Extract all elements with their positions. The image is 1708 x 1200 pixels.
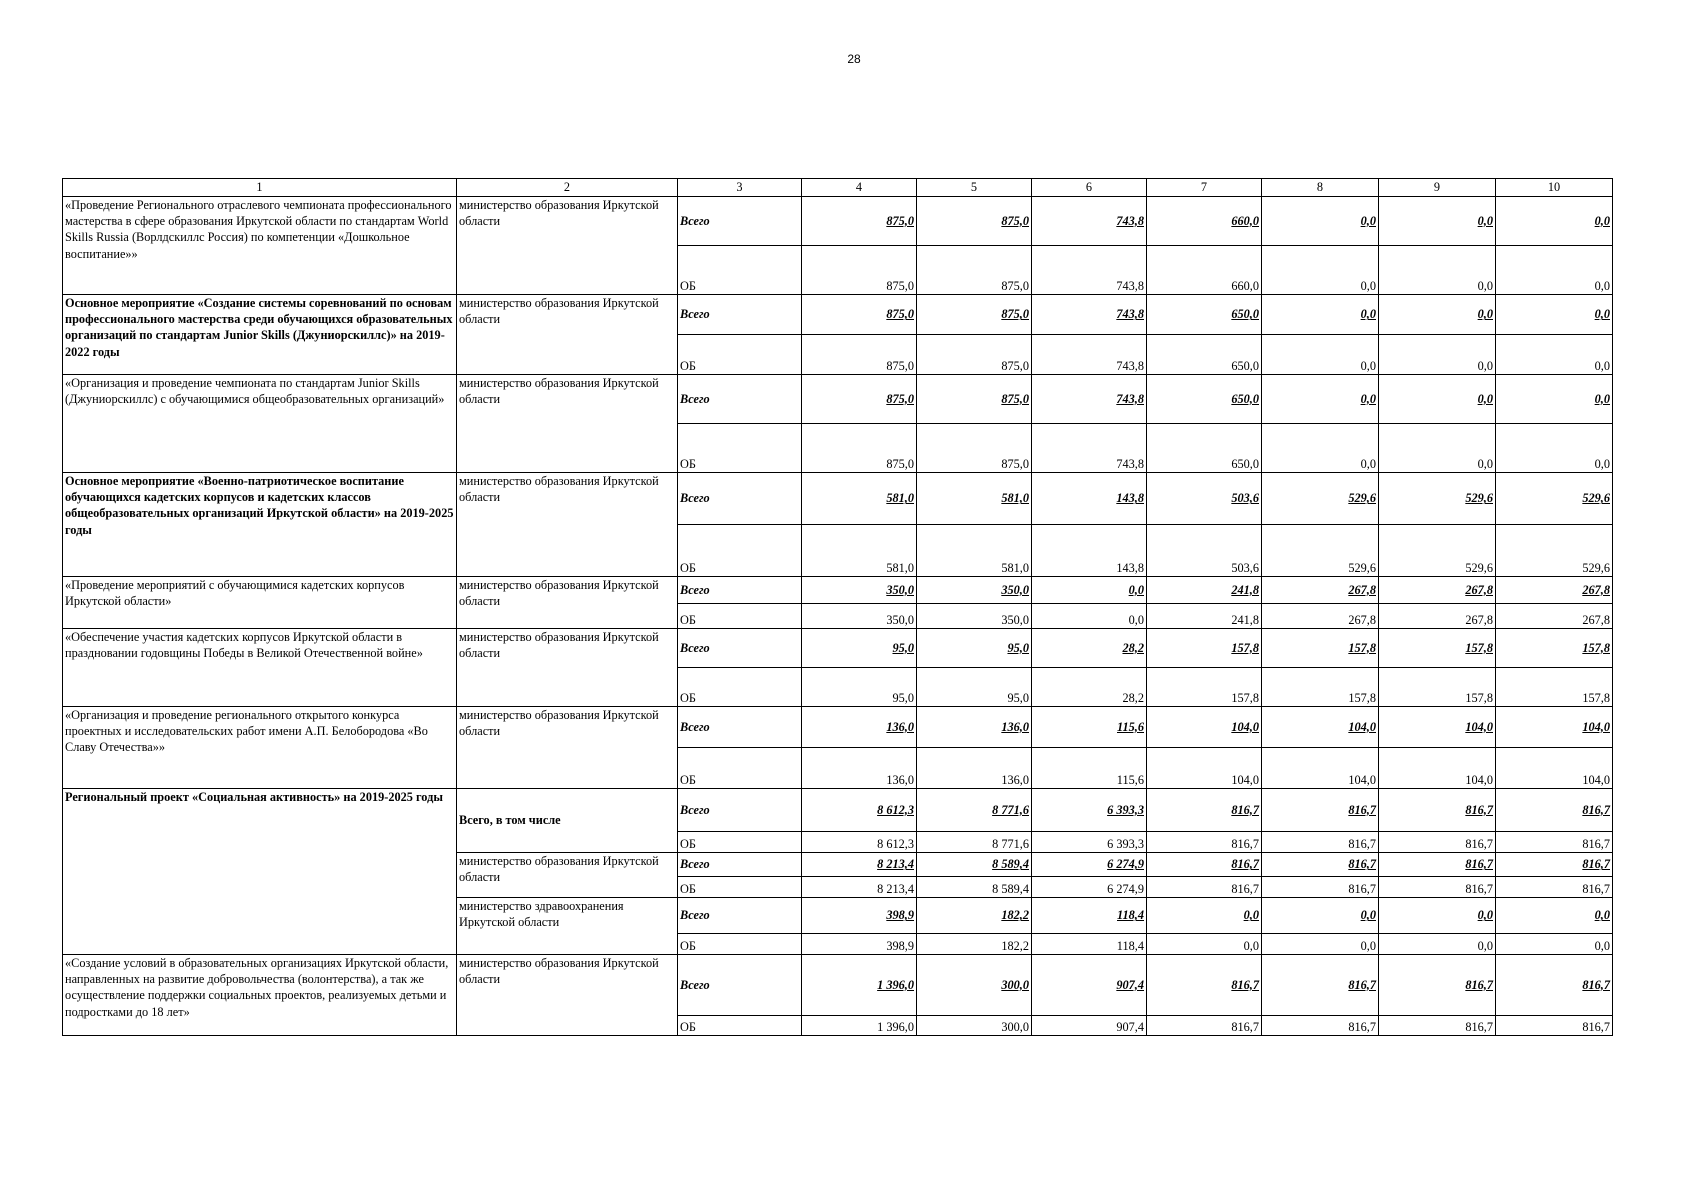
program-description: «Организация и проведение регионального открытого конкурса проектных и исследовательских работ имени А.П. Белобородова «Во Славу Отечества»» [63, 707, 457, 789]
column-number-header: 9 [1379, 179, 1496, 197]
total-value-cell: 143,8 [1032, 473, 1147, 525]
total-value-cell: 0,0 [1147, 898, 1262, 934]
source-ob-label: ОБ [678, 335, 802, 375]
program-row-total [63, 295, 1613, 335]
ob-value-cell: 0,0 [1379, 246, 1496, 295]
ob-value-cell: 816,7 [1379, 877, 1496, 898]
total-value-cell: 8 213,4 [802, 853, 917, 877]
ob-value-cell: 650,0 [1147, 335, 1262, 375]
program-description: «Организация и проведение чемпионата по стандартам Junior Skills (Джуниорскиллс) с обучающимися общеобразовательных организаций» [63, 375, 457, 473]
ob-value-cell: 816,7 [1147, 1016, 1262, 1036]
source-ob-label: ОБ [678, 246, 802, 295]
total-value-cell: 8 612,3 [802, 789, 917, 832]
ob-value-cell: 816,7 [1262, 1016, 1379, 1036]
ob-value-cell: 581,0 [917, 525, 1032, 577]
total-value-cell: 650,0 [1147, 375, 1262, 424]
executor-cell: министерство образования Иркутской области [457, 577, 678, 629]
total-value-cell: 660,0 [1147, 197, 1262, 246]
ob-value-cell: 816,7 [1147, 832, 1262, 853]
ob-value-cell: 136,0 [802, 748, 917, 789]
total-value-cell: 28,2 [1032, 629, 1147, 668]
total-value-cell: 816,7 [1147, 853, 1262, 877]
executor-cell: министерство образования Иркутской области [457, 853, 678, 898]
ob-value-cell: 28,2 [1032, 668, 1147, 707]
total-value-cell: 529,6 [1379, 473, 1496, 525]
total-value-cell: 875,0 [917, 295, 1032, 335]
total-value-cell: 0,0 [1379, 898, 1496, 934]
ob-value-cell: 503,6 [1147, 525, 1262, 577]
program-row-total [63, 375, 1613, 424]
source-total-label: Всего [678, 629, 802, 668]
column-number-header: 4 [802, 179, 917, 197]
program-description: Основное мероприятие «Военно-патриотическое воспитание обучающихся кадетских корпусов и кадетских классов общеобразовательных организаций Иркутской области» на 2019-2025 годы [63, 473, 457, 577]
total-value-cell: 95,0 [917, 629, 1032, 668]
total-value-cell: 157,8 [1147, 629, 1262, 668]
source-total-label: Всего [678, 853, 802, 877]
program-row-total [63, 473, 1613, 525]
total-value-cell: 350,0 [802, 577, 917, 604]
subtotal-label: Всего, в том числе [457, 789, 678, 853]
ob-value-cell: 8 589,4 [917, 877, 1032, 898]
total-value-cell: 136,0 [917, 707, 1032, 748]
source-ob-label: ОБ [678, 748, 802, 789]
source-total-label: Всего [678, 295, 802, 335]
ob-value-cell: 104,0 [1496, 748, 1613, 789]
total-value-cell: 0,0 [1262, 375, 1379, 424]
ob-value-cell: 104,0 [1262, 748, 1379, 789]
column-number-header: 6 [1032, 179, 1147, 197]
ob-value-cell: 875,0 [802, 335, 917, 375]
executor-cell: министерство образования Иркутской области [457, 473, 678, 577]
ob-value-cell: 6 393,3 [1032, 832, 1147, 853]
source-ob-label: ОБ [678, 934, 802, 955]
ob-value-cell: 0,0 [1032, 604, 1147, 629]
program-description: «Создание условий в образовательных организациях Иркутской области, направленных на развитие добровольчества (волонтерства), а так же осуществление поддержки социальных проектов, реализуемых детьми и подростками до 18 лет» [63, 955, 457, 1036]
column-number-header: 3 [678, 179, 802, 197]
total-value-cell: 0,0 [1496, 375, 1613, 424]
source-total-label: Всего [678, 197, 802, 246]
ob-value-cell: 6 274,9 [1032, 877, 1147, 898]
ob-value-cell: 0,0 [1379, 934, 1496, 955]
ob-value-cell: 157,8 [1496, 668, 1613, 707]
ob-value-cell: 816,7 [1496, 877, 1613, 898]
total-value-cell: 816,7 [1379, 853, 1496, 877]
total-value-cell: 0,0 [1262, 295, 1379, 335]
column-number-header: 10 [1496, 179, 1613, 197]
total-value-cell: 907,4 [1032, 955, 1147, 1016]
ob-value-cell: 267,8 [1379, 604, 1496, 629]
total-value-cell: 115,6 [1032, 707, 1147, 748]
ob-value-cell: 0,0 [1262, 934, 1379, 955]
ob-value-cell: 104,0 [1147, 748, 1262, 789]
ob-value-cell: 8 612,3 [802, 832, 917, 853]
ob-value-cell: 907,4 [1032, 1016, 1147, 1036]
ob-value-cell: 350,0 [802, 604, 917, 629]
ob-value-cell: 529,6 [1496, 525, 1613, 577]
source-ob-label: ОБ [678, 525, 802, 577]
total-value-cell: 743,8 [1032, 295, 1147, 335]
source-ob-label: ОБ [678, 424, 802, 473]
total-value-cell: 136,0 [802, 707, 917, 748]
total-value-cell: 267,8 [1496, 577, 1613, 604]
total-value-cell: 350,0 [917, 577, 1032, 604]
budget-table [62, 178, 1613, 1036]
total-value-cell: 529,6 [1496, 473, 1613, 525]
ob-value-cell: 816,7 [1147, 877, 1262, 898]
ob-value-cell: 1 396,0 [802, 1016, 917, 1036]
ob-value-cell: 875,0 [917, 335, 1032, 375]
source-ob-label: ОБ [678, 604, 802, 629]
program-description: «Обеспечение участия кадетских корпусов Иркутской области в праздновании годовщины Победы в Великой Отечественной войне» [63, 629, 457, 707]
ob-value-cell: 650,0 [1147, 424, 1262, 473]
total-value-cell: 816,7 [1147, 789, 1262, 832]
ob-value-cell: 0,0 [1147, 934, 1262, 955]
executor-cell: министерство образования Иркутской области [457, 375, 678, 473]
ob-value-cell: 743,8 [1032, 246, 1147, 295]
total-value-cell: 529,6 [1262, 473, 1379, 525]
ob-value-cell: 0,0 [1496, 424, 1613, 473]
column-number-header: 2 [457, 179, 678, 197]
total-value-cell: 6 393,3 [1032, 789, 1147, 832]
ob-value-cell: 816,7 [1379, 832, 1496, 853]
ob-value-cell: 267,8 [1262, 604, 1379, 629]
ob-value-cell: 660,0 [1147, 246, 1262, 295]
executor-cell: министерство образования Иркутской области [457, 707, 678, 789]
ob-value-cell: 0,0 [1262, 424, 1379, 473]
total-value-cell: 581,0 [917, 473, 1032, 525]
total-value-cell: 503,6 [1147, 473, 1262, 525]
ob-value-cell: 157,8 [1262, 668, 1379, 707]
ob-value-cell: 398,9 [802, 934, 917, 955]
total-value-cell: 0,0 [1379, 295, 1496, 335]
regional-project-title: Региональный проект «Социальная активность» на 2019-2025 годы [63, 789, 457, 955]
total-value-cell: 104,0 [1496, 707, 1613, 748]
ob-value-cell: 816,7 [1379, 1016, 1496, 1036]
total-value-cell: 816,7 [1262, 853, 1379, 877]
ob-value-cell: 743,8 [1032, 424, 1147, 473]
ob-value-cell: 267,8 [1496, 604, 1613, 629]
ob-value-cell: 0,0 [1496, 934, 1613, 955]
source-ob-label: ОБ [678, 832, 802, 853]
page-number: 28 [847, 52, 861, 66]
program-row-total [63, 707, 1613, 748]
total-value-cell: 816,7 [1379, 789, 1496, 832]
ob-value-cell: 8 213,4 [802, 877, 917, 898]
total-value-cell: 875,0 [917, 197, 1032, 246]
ob-value-cell: 104,0 [1379, 748, 1496, 789]
source-total-label: Всего [678, 375, 802, 424]
ob-value-cell: 581,0 [802, 525, 917, 577]
header-row [63, 179, 1613, 197]
program-description: Основное мероприятие «Создание системы соревнований по основам профессионального мастерства среди обучающихся образовательных организаций по стандартам Junior Skills (Джуниорскиллс)» на 2019-2022 годы [63, 295, 457, 375]
total-value-cell: 816,7 [1496, 789, 1613, 832]
executor-cell: министерство образования Иркутской области [457, 629, 678, 707]
ob-value-cell: 118,4 [1032, 934, 1147, 955]
source-total-label: Всего [678, 707, 802, 748]
ob-value-cell: 875,0 [917, 246, 1032, 295]
executor-cell: министерство здравоохранения Иркутской области [457, 898, 678, 955]
ob-value-cell: 816,7 [1262, 877, 1379, 898]
total-value-cell: 267,8 [1262, 577, 1379, 604]
column-number-header: 8 [1262, 179, 1379, 197]
total-value-cell: 157,8 [1262, 629, 1379, 668]
total-value-cell: 157,8 [1379, 629, 1496, 668]
total-value-cell: 8 589,4 [917, 853, 1032, 877]
ob-value-cell: 8 771,6 [917, 832, 1032, 853]
ob-value-cell: 0,0 [1496, 335, 1613, 375]
total-value-cell: 267,8 [1379, 577, 1496, 604]
total-value-cell: 875,0 [802, 295, 917, 335]
total-value-cell: 182,2 [917, 898, 1032, 934]
ob-value-cell: 0,0 [1379, 335, 1496, 375]
source-total-label: Всего [678, 898, 802, 934]
ob-value-cell: 875,0 [917, 424, 1032, 473]
source-ob-label: ОБ [678, 877, 802, 898]
program-row-total [63, 629, 1613, 668]
ob-value-cell: 743,8 [1032, 335, 1147, 375]
total-value-cell: 0,0 [1262, 898, 1379, 934]
ob-value-cell: 350,0 [917, 604, 1032, 629]
total-value-cell: 118,4 [1032, 898, 1147, 934]
total-value-cell: 0,0 [1496, 898, 1613, 934]
program-row-total [63, 577, 1613, 604]
total-value-cell: 581,0 [802, 473, 917, 525]
source-ob-label: ОБ [678, 1016, 802, 1036]
ob-value-cell: 157,8 [1379, 668, 1496, 707]
total-value-cell: 816,7 [1379, 955, 1496, 1016]
total-value-cell: 875,0 [802, 197, 917, 246]
ob-value-cell: 816,7 [1262, 832, 1379, 853]
total-value-cell: 875,0 [802, 375, 917, 424]
ob-value-cell: 143,8 [1032, 525, 1147, 577]
total-value-cell: 816,7 [1262, 955, 1379, 1016]
program-description: «Проведение Регионального отраслевого чемпионата профессионального мастерства в сфере образования Иркутской области по стандартам World Skills Russia (Ворлдскиллс Россия) по компетенции «Дошкольное воспитание»» [63, 197, 457, 295]
column-number-header: 5 [917, 179, 1032, 197]
total-value-cell: 743,8 [1032, 375, 1147, 424]
source-total-label: Всего [678, 473, 802, 525]
ob-value-cell: 875,0 [802, 424, 917, 473]
total-value-cell: 157,8 [1496, 629, 1613, 668]
executor-cell: министерство образования Иркутской области [457, 197, 678, 295]
total-value-cell: 816,7 [1496, 853, 1613, 877]
column-number-header: 1 [63, 179, 457, 197]
total-value-cell: 6 274,9 [1032, 853, 1147, 877]
total-value-cell: 8 771,6 [917, 789, 1032, 832]
total-value-cell: 1 396,0 [802, 955, 917, 1016]
ob-value-cell: 241,8 [1147, 604, 1262, 629]
ob-value-cell: 816,7 [1496, 832, 1613, 853]
total-value-cell: 0,0 [1032, 577, 1147, 604]
ob-value-cell: 157,8 [1147, 668, 1262, 707]
total-value-cell: 650,0 [1147, 295, 1262, 335]
ob-value-cell: 95,0 [802, 668, 917, 707]
total-value-cell: 0,0 [1379, 197, 1496, 246]
program-description: «Проведение мероприятий с обучающимися кадетских корпусов Иркутской области» [63, 577, 457, 629]
total-value-cell: 300,0 [917, 955, 1032, 1016]
total-value-cell: 816,7 [1496, 955, 1613, 1016]
ob-value-cell: 816,7 [1496, 1016, 1613, 1036]
regional-project-subtotal-row [63, 789, 1613, 832]
total-value-cell: 0,0 [1379, 375, 1496, 424]
total-value-cell: 104,0 [1379, 707, 1496, 748]
ob-value-cell: 115,6 [1032, 748, 1147, 789]
ob-value-cell: 0,0 [1262, 246, 1379, 295]
total-value-cell: 241,8 [1147, 577, 1262, 604]
ob-value-cell: 529,6 [1262, 525, 1379, 577]
ob-value-cell: 529,6 [1379, 525, 1496, 577]
column-number-header: 7 [1147, 179, 1262, 197]
total-value-cell: 875,0 [917, 375, 1032, 424]
ob-value-cell: 0,0 [1496, 246, 1613, 295]
executor-cell: министерство образования Иркутской области [457, 295, 678, 375]
total-value-cell: 816,7 [1262, 789, 1379, 832]
total-value-cell: 398,9 [802, 898, 917, 934]
total-value-cell: 95,0 [802, 629, 917, 668]
ob-value-cell: 182,2 [917, 934, 1032, 955]
total-value-cell: 0,0 [1262, 197, 1379, 246]
executor-cell: министерство образования Иркутской области [457, 955, 678, 1036]
ob-value-cell: 136,0 [917, 748, 1032, 789]
ob-value-cell: 875,0 [802, 246, 917, 295]
ob-value-cell: 0,0 [1262, 335, 1379, 375]
total-value-cell: 0,0 [1496, 295, 1613, 335]
total-value-cell: 104,0 [1262, 707, 1379, 748]
ob-value-cell: 95,0 [917, 668, 1032, 707]
ob-value-cell: 0,0 [1379, 424, 1496, 473]
program-row-total [63, 197, 1613, 246]
source-total-label: Всего [678, 789, 802, 832]
program-row-total [63, 955, 1613, 1016]
ob-value-cell: 300,0 [917, 1016, 1032, 1036]
source-total-label: Всего [678, 955, 802, 1016]
source-total-label: Всего [678, 577, 802, 604]
total-value-cell: 743,8 [1032, 197, 1147, 246]
source-ob-label: ОБ [678, 668, 802, 707]
total-value-cell: 104,0 [1147, 707, 1262, 748]
total-value-cell: 816,7 [1147, 955, 1262, 1016]
total-value-cell: 0,0 [1496, 197, 1613, 246]
